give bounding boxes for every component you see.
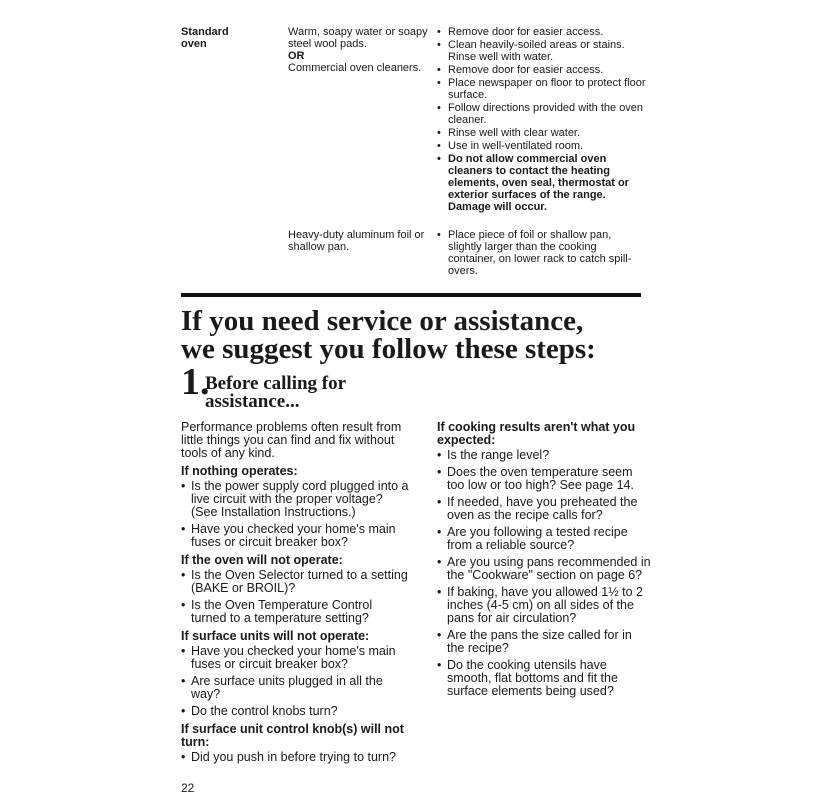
subheading: If surface units will not operate: xyxy=(181,629,370,643)
list-item: • Do the control knobs turn? xyxy=(181,705,409,718)
list-item: • Place newspaper on floor to protect floor surface. xyxy=(437,77,647,101)
list-item: • Remove door for easier access. xyxy=(437,26,647,38)
or-label: OR xyxy=(288,50,305,62)
list-item: • Remove door for easier access. xyxy=(437,64,647,76)
list-item: • Clean heavily-soiled areas or stains. Rinse well with water. xyxy=(437,39,647,63)
intro-paragraph: Performance problems often result from little things you can find and fix without tools of any kind. xyxy=(181,420,402,460)
section-divider xyxy=(181,293,641,297)
cleaner-option-a: Warm, soapy water or soapy steel wool pads. xyxy=(288,26,428,50)
checklist xyxy=(181,751,409,764)
list-item: • Is the Oven Temperature Control turned to a temperature setting? xyxy=(181,599,409,625)
checklist xyxy=(437,449,652,698)
checklist xyxy=(181,645,409,718)
cleaner-method-1 xyxy=(288,26,428,74)
list-item: • Follow directions provided with the oven cleaner. xyxy=(437,102,647,126)
subheading: If nothing operates: xyxy=(181,464,298,478)
page-title-line-1: If you need service or assistance, xyxy=(181,305,584,337)
list-item: • If baking, have you allowed 1½ to 2 inches (4-5 cm) on all sides of the pans for air circulation? xyxy=(437,586,652,625)
subheading: If surface unit control knob(s) will not turn: xyxy=(181,722,404,749)
list-item: • Is the Oven Selector turned to a setting (BAKE or BROIL)? xyxy=(181,569,409,595)
list-item: • Are the pans the size called for in the recipe? xyxy=(437,629,652,655)
subheading: If cooking results aren't what you expected: xyxy=(437,420,636,447)
list-item: • Is the range level? xyxy=(437,449,652,462)
list-item: • Is the power supply cord plugged into a live circuit with the proper voltage? (See Installation Instructions.) xyxy=(181,480,409,519)
right-column xyxy=(437,421,652,702)
list-item: • Are you using pans recommended in the "Cookware" section on page 6? xyxy=(437,556,652,582)
page-title xyxy=(181,307,701,363)
list-item: • Use in well-ventilated room. xyxy=(437,140,647,152)
list-item: • Rinse well with clear water. xyxy=(437,127,647,139)
cleaner-option-b: Commercial oven cleaners. xyxy=(288,62,422,74)
table-part-label: Standard oven xyxy=(181,26,229,50)
checklist xyxy=(181,480,409,549)
list-item: • Have you checked your home's main fuses or circuit breaker box? xyxy=(181,645,409,671)
list-item: • Have you checked your home's main fuses or circuit breaker box? xyxy=(181,523,409,549)
step-title-line-1: Before calling for xyxy=(205,373,347,394)
left-column xyxy=(181,421,409,768)
warning-item: • Do not allow commercial oven cleaners to contact the heating elements, oven seal, thermostat or exterior surfaces of the range. Damage will occur. xyxy=(437,153,647,213)
list-item: • Does the oven temperature seem too low or too high? See page 14. xyxy=(437,466,652,492)
list-item: • Are surface units plugged in all the way? xyxy=(181,675,409,701)
cleaner-method-2: Heavy-duty aluminum foil or shallow pan. xyxy=(288,229,425,253)
page-number: 22 xyxy=(181,781,195,795)
list-item: • Did you push in before trying to turn? xyxy=(181,751,409,764)
list-item: • Place piece of foil or shallow pan, slightly larger than the cooking container, on lower rack to catch spill-overs. xyxy=(437,229,647,277)
page-title-line-2: we suggest you follow these steps: xyxy=(181,333,596,365)
list-item: • Do the cooking utensils have smooth, flat bottoms and fit the surface elements being used? xyxy=(437,659,652,698)
checklist xyxy=(181,569,409,625)
method-2-steps xyxy=(437,229,647,278)
step-title xyxy=(205,375,425,411)
method-1-steps xyxy=(437,26,647,214)
step-number: 1. xyxy=(181,361,210,403)
list-item: • Are you following a tested recipe from a reliable source? xyxy=(437,526,652,552)
subheading: If the oven will not operate: xyxy=(181,553,343,567)
step-title-line-2: assistance... xyxy=(205,391,300,412)
list-item: • If needed, have you preheated the oven as the recipe calls for? xyxy=(437,496,652,522)
